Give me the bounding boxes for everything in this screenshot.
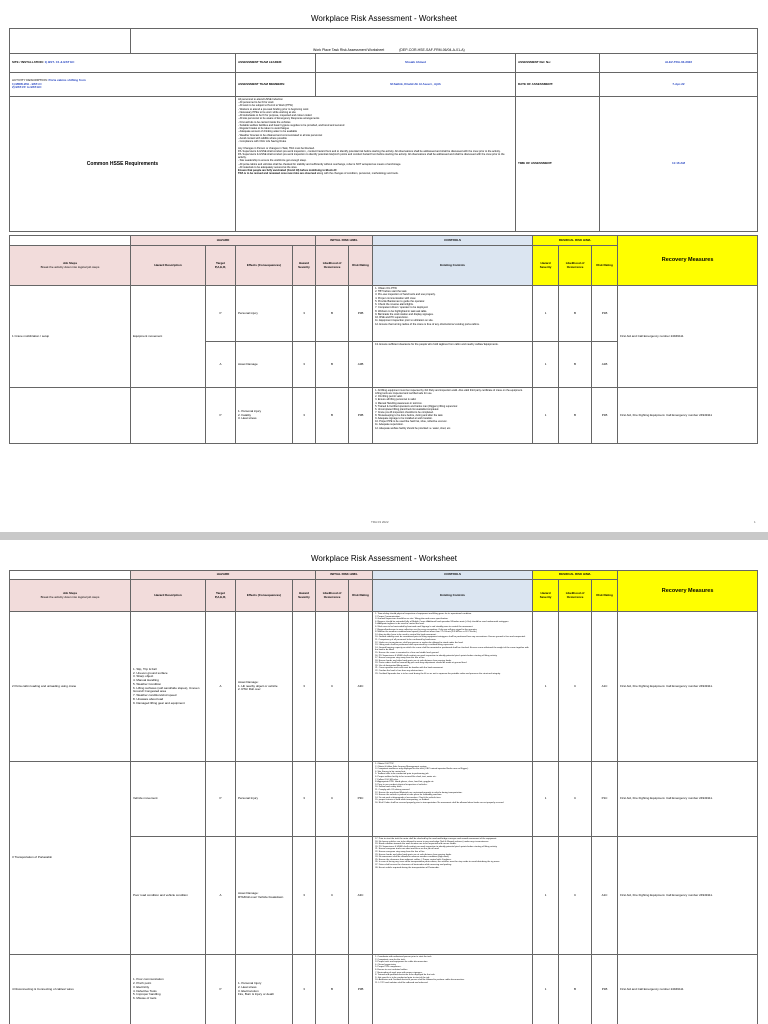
hazard-description-header: Hazard Description [131,580,206,612]
residual-likelihood-cell: C [559,612,592,762]
residual-likelihood-cell: B [559,286,592,342]
residual-severity-cell: 1 [533,342,559,388]
table-row [10,955,758,1024]
page-number: 1 [754,520,756,524]
risk-cell: A3C [349,612,373,762]
existing-controls-header: Existing Controls [373,580,533,612]
controls-cell: 17. Prior to start the task the route shall be checked by the road and bridge surveyor and smooth movement of the equipment. 18. No heavy vehicles are to be allowed to move to any road edge (Soft & Sloped surfaces) under any circumstances. 19. Road condition towards the work location are to be inspected and ensure stable. 20. P/L Supervisors & HSSE shall conduct pre-work inspection to identify potential pinch points before starting of lifting activity. 21. Ensure everyone trucks are dent and focus on the job at hand. 22. Ensure everyone stay away from the line of fire. 23. Ensure hands and other body parts are at safe distance from moving loads. 24. No movement shall be allowed in adverse weather condition (High wind). 25. Ensure the clearance from adjacent cables. ( Proper control with 4 taglines. 26. In case of facing any issue while transportation porta cabins, the vehicles must be stop aside to avoid disturbing the rig move. 27. Driver shall ensure the clearance of barricades while reversing and parking. 28. Escort vehicle required during the transportation of Portacabin. [373,837,533,955]
hazard-cell: 1. Slip, Trip & Fall 2. Uneven ground surface 3. Sharp object 4. Manual Handling 5. Weather Condition 6. Lifting surfaces (soft sand/side slopes), Uneven Ground/ Congested area 7. Weather condition/wind speed 8. Unaware about load 9. Damaged lifting gear and equipment [131,612,206,762]
severity-cell: 3 [293,762,316,837]
initial-risk-header: INITIAL RISK H/M/L [316,236,373,246]
controls-header: CONTROLS [373,236,533,246]
job-step-cell: 1 Crane mobilization / setup [10,286,131,388]
site-value: 1) BST- C1 & BST EC [44,60,75,65]
risk-cell: A3B [349,342,373,388]
residual-severity-header: Hazard Severity [533,246,559,286]
job-step-cell: 4 Disconnecting & Connecting of cables/ wires [10,955,131,1024]
likelihood-cell: C [316,762,349,837]
job-step-cell: 3 Transportation of Portacabin [10,762,131,955]
target-header: Target P,A,E,R, [206,246,236,286]
hazard-description-header: Hazard Description [131,246,206,286]
doc-title-page-2: Workplace Risk Assessment - Worksheet [311,554,457,563]
severity-cell: 3 [293,388,316,444]
likelihood-header: Likelihood of Occurrence [316,246,349,286]
residual-risk-header: RESIDUAL RISK H/M/L [533,236,618,246]
severity-cell: 3 [293,612,316,762]
worksheet-subtitle-cell [131,29,758,54]
target-header: Target P,A,E,R, [206,580,236,612]
risk-cell: P3C [349,762,373,837]
likelihood-cell: B [316,286,349,342]
common-hsse-requirements [236,97,516,232]
effects-cell: Asset Damage [236,342,293,388]
job-steps-subtitle: Break the activity down into logical job steps [40,264,100,269]
residual-severity-cell: 1 [533,837,559,955]
severity-cell: 3 [293,955,316,1024]
hazard-header: HAZARD [131,236,316,246]
likelihood-cell: B [316,388,349,444]
activity-label: ACTIVITY DESCRIPTION: [12,77,48,82]
doc-code: (DEP-COR-HSE-SAF-FRM-06/04-A-01-A) [399,47,465,52]
likelihood-header: Likelihood of Occurrence [316,580,349,612]
residual-risk-rating-header: Risk Rating [592,246,618,286]
severity-header: Hazard Severity [293,580,316,612]
residual-severity-cell: 1 [533,612,559,762]
risk-rating-header: Risk Rating [349,246,373,286]
residual-severity-cell: 1 [533,955,559,1024]
residual-risk-cell: A1C [592,837,618,955]
footer-date: TRA 03 2022 [371,520,389,524]
risk-rating-header: Risk Rating [349,580,373,612]
time-value: 11:16 AM [600,97,758,232]
residual-risk-header: RESIDUAL RISK H/M/L [533,571,618,580]
common-hsse-label: Common HSSE Requirements [10,97,236,232]
date-label: DATE OF ASSESSMENT: [516,73,600,97]
controls-cell: 1. Coordinate with authorized person prior to start the task. 2. Competent crew for the task. 3. Proper tools and equipment for cable disconnection 4. Closed supervision 5. Proper PPE compliance. 6. Ensure to use insulated cables. 7. Barricading of work area with proper signages. 8. Trained and qualified electrician to be deployed for the task. 9. Job specific is to be conducted prior to start of the job. 10. Authorize and Certified electrical person shall be allowed to perform cable disconnection. 11. LOTO and isolation shall be adhered and enforced. [373,955,533,1024]
effects-cell: 1. Personal Injury 2. Heat stress 3. Electrocution Fire, Burn & Injury or death [236,955,293,1024]
recovery-cell: First Aid and Call Emergency number 24949111 [618,955,758,1024]
tra-revision-note: TRA is to be revised and reviewed once new risks are observed [238,172,317,176]
target-cell: P [206,388,236,444]
recovery-measures-header: Recovery Measures [618,571,758,612]
existing-controls-header: Existing Controls [373,246,533,286]
job-steps-header [10,580,131,612]
likelihood-cell: C [316,837,349,955]
residual-severity-header: Hazard Severity [533,580,559,612]
job-steps-subtitle: Break the activity down into logical job steps [40,594,100,599]
table-row [10,388,758,444]
controls-cell: 1. All lifting equipment must be inspected by 3rd Party and inspection valid. Also valid third party certificate of crane on the equipment. Lifting tools are inspected and certified safe for use. 2. OG lifting permit valid. 3. Ensure all lifting personnel is valid. 4. Manual Handling awareness in tool-box. 5. Trained & Certified operators and banks man (Riggers) lifting supervisor. 6. Uncompleted lifting plan/check list available/completed. 7. Crane pre-lift inspection checklist to be completed. 8. Housekeeping to be done before, during and after the task. 9. Adequate signage to be installed at work location. 10. Proper PPE to be used like hard hat, shoe, reflective vest etc. 11. Adequate supervision. 12. Adequate welfare facility should be provided i.e. water, shed, etc. [373,388,533,444]
doc-title: Workplace Risk Assessment - Worksheet [311,14,457,23]
risk-table-page-1 [9,235,758,444]
residual-likelihood-cell: B [559,388,592,444]
severity-header: Hazard Severity [293,246,316,286]
activity-cell [10,73,236,97]
members-value: M.Sathik, Khalid Ali Al Aseeri , Ajith [316,73,516,97]
initial-risk-header: INITIAL RISK H/M/L [316,571,373,580]
controls-cell: 1. Time-of-day should physical inspection of equipment and lifting gears for its operational condition. 2. Proper Communication. 3. Ground Supervisor should be on site / lifting plan and crane specification. 4. Riggers should be extended fully of Mobile Crane. Additional load spreader/ Wooden mats (>2m) should be used underneath outriggers. 5. Adequate taglines to be used to control the load. 6. Work area to be barricaded by barricade and Signage's and standby man to control the movement. 7. Riggers/banksman to wear reflective vest for easy recognition. Only one will give signal to the operator. 8. Monitor the weather condition/wind speed (should not more than 17.4 Knots (8.9 M/Sec or 32.2 Km/hr) 9. Lifting tackles have to be used to control the load movement. 10. Ground stability must be considered prior to lifting equipment outriggers shall be positioned free any excavations. Ensure ground is firm and compacted. 11. Competency of all personnel to be confirmed by banksman. 12. Under no circumstances shall any person or worker be allowed to stand under the load. 13. Lifting work shall be performed and supervised by a certified lifting supervisor. 14. Ground bearing capacity on which the crane shall be mounted or positioned shall be checked. Ensure crane withstand the weight of the crane together with the load to be lifted. 15. Ensure the crane is mounted in a firm and stable level ground. 16. P/L Supervisors & HSSE shall conduct pre-work inspection to identify potential pinch points before starting of lifting activity. 17. Ensure everyone stay away from the line of fire. 18. Ensure hands and other body parts are at safe distance from moving loads. 19. Porta cabins shall be lowered by pick and drag adjustment should be made at ground level. 20. Use of designated lifting points. 21. Crane operator and crew must be familiar with the load movement. 22. Confirm the load is free from any obstructions. 23. Certified Spreader bar is to be used during the lift so as not to squeeze the portable cabin and preserve the structural integrity. [373,612,533,762]
target-cell: A [206,342,236,388]
common-hsse-text: All personnel to attend HSSE Induction - All personnel to be fit for work - All work to be subject to Permit to Work (PTW) - Workers to attend a pre-task briefing prior to beginning work - Necessary PPEs to be worn while working at site - All tools/tasks to be fit for purpose, inspected and colour coded - All site personnel to be aware of Emergency Response arrangements - First aid kits to be carried inside the vehicles - Suitable welfare facilities and basic hygiene supplies to be provided, anchored and secured - Regular breaks to be taken to avoid fatigue - Adequate amount of drinking water to be available - Weather forecast to be obtained and communicated to all site personnel - Avoid contact with wildlife where possible - Compliance with OGU Life Saving Rules Any Changes in Person or changes in Task, TRA must be Revised. P/L Supervisors & HSSE shall conduct pre-work inspection , conduct hazard hunt and to identify potential risk before starting the activity. All observations shall be addressed and shall be discussed with the crew prior to the activity. P/L Supervisors & HSSE shall conduct pre-work inspection to identify potential risk/pinch points and conduct hazard hunt before starting the activity. All observations shall be addressed and shall be discussed with the crew prior to the activity. - Site Leadership to ensure the workforce get enough sleep. - All porta cabins and vehicles shall be checked for stability and sufficiently without overhangs, rebar is NOT accepted as means of anchorage. - All materials to be adequately secured at the sites. [238,98,505,169]
job-step-cell: 2 Porta cabin loading and unloading using crane [10,612,131,762]
table-row [10,286,758,342]
residual-severity-cell: 1 [533,388,559,444]
site-cell [10,54,236,73]
likelihood-cell: B [316,342,349,388]
effects-header: Effects (Consequences) [236,580,293,612]
target-cell: A [206,612,236,762]
residual-likelihood-cell: B [559,342,592,388]
effects-cell: 1. Personal injury 2. Fatality 3. Heat stress [236,388,293,444]
assessment-info-table [9,28,758,232]
recovery-measures-header: Recovery Measures [618,236,758,286]
effects-header: Effects (Consequences) [236,246,293,286]
controls-cell: 1. Obtain OG PTW 2. TBT before start the task. 3. Pre-use inspection of hand tools and use properly. 4. Proper communication with crew. 5. Provide Banksman to guide the operator. 6. Check the reverse alarm/lights. 7. Competent driver / operator to be deployed. 8. Workers to be highlighted in task ask talks. 9. Barricade the work station and display signages. 10. RSE and PK supervision. 11. Equipment inspection prior to utilization on site. 12. Ensure that turning radius of the crane is free of any obstructions/ existing porta cabins. [373,286,533,342]
residual-risk-cell: P1C [592,762,618,837]
ref-label: ASSESSMENT Ref. No: [516,54,600,73]
likelihood-cell: C [316,612,349,762]
job-steps-title: Job Steps [62,590,78,595]
target-cell: P [206,286,236,342]
target-cell: A [206,837,236,955]
effects-cell: Personal injury [236,286,293,342]
residual-risk-cell: A1B [592,342,618,388]
residual-risk-cell: P1B [592,955,618,1024]
target-cell: P [206,762,236,837]
residual-risk-cell: P1B [592,286,618,342]
residual-likelihood-header: Likelihood of Occurrence [559,246,592,286]
recovery-cell: First Aid, Fire Fighting Equipment. Call Emergency number 24949111. [618,837,758,955]
job-steps-header [10,246,131,286]
residual-likelihood-header: Likelihood of Occurrence [559,580,592,612]
severity-cell: 3 [293,342,316,388]
ref-value: ALEZ-TRA-03-2022 [600,54,758,73]
residual-likelihood-cell: B [559,955,592,1024]
residual-severity-cell: 1 [533,762,559,837]
tra-revision-tail: along with the changes of condition, personnel, methodology and tools. [316,172,399,176]
table-row [10,762,758,837]
effects-cell: Personal Injury [236,762,293,837]
vaccination-note: Ensure that people are fully vaccinated (Covid 19) before mobilising to Block-40 [238,169,337,173]
page-2 [0,540,768,1024]
likelihood-cell: B [316,955,349,1024]
residual-risk-rating-header: Risk Rating [592,580,618,612]
worksheet-subtitle: Work Place Task Risk Assessment Worksheet [313,47,385,52]
team-leader-label: ASSESSMENT TEAM LEADER: [236,54,316,73]
hazard-cell: Poor road condition and vehicle condition [131,837,206,955]
hazard-cell: Equipment movement [131,286,206,388]
severity-cell: 3 [293,286,316,342]
date-value: 7-Apr-22 [600,73,758,97]
hazard-header: HAZARD [131,571,316,580]
table-row [10,612,758,762]
members-label: ASSESSMENT TEAM MEMBERS: [236,73,316,97]
risk-cell: P3B [349,388,373,444]
effects-cell: Asset Damage: 1. Hit nearby object or vehicle 2. RTA/ Roll over [236,612,293,762]
residual-risk-cell: A1C [592,612,618,762]
risk-cell: A3C [349,837,373,955]
severity-cell: 3 [293,837,316,955]
risk-cell: P3B [349,286,373,342]
risk-cell: P3B [349,955,373,1024]
effects-cell: Asset Damage: RTA/Roll over/ Vehicle breakdown [236,837,293,955]
time-label: TIME OF ASSESSMENT: [516,97,600,232]
activity-value: Porta cabins shifting from 1) MDW-WH - BST-CI 2) BST-FF to BST-EC [12,77,86,90]
residual-likelihood-cell: C [559,762,592,837]
target-cell: P [206,955,236,1024]
controls-cell: 13. Ensure sufficient clearance for the people who hold taglines from cabin and nearby cables/ Equipments. [373,342,533,388]
residual-likelihood-cell: C [559,837,592,955]
recovery-cell: First Aid, Fire Fighting Equipment. Call Emergency number 24949111 [618,388,758,444]
site-label: SITE / INSTALLATION: [12,60,44,65]
residual-risk-cell: P1B [592,388,618,444]
recovery-cell: First Aid, Fire Fighting Equipment. Call Emergency number 24949111. [618,762,758,837]
hazard-cell: Vehicle movement [131,762,206,837]
residual-severity-cell: 1 [533,286,559,342]
risk-table-page-2 [9,570,758,1024]
controls-cell: 1. Obtain OG PTW 2. Obtain & follow Safe Journey Management system 3. Competent workforce only deployed for the task (OEC trained operator Banks man or Rigger). 4. Site Survey to be carried out. 5. Toolbox talks to be conducted prior to performing job. 6. Proper welfare facility to be insured like shed, tent, water etc. 7. Follow OG LSR rules. 8. Appropriate PPE. Hand gloves, shoe, hard hat, goggle etc. 9. Prior to use conduct physical inspection of vehicles. 10. Follow land safety rules 11. Comply with OG driving manual. 12. Ensure the machines/Materials are restrained properly in vehicle during transportation. 13. Ensure the vehicle is parked at safe place for unloading machine. 14. Do not park at downgrade of excavation. Check the vehicle tires. 15. proper restrain of load while transporting, as flatbed. 16. Risk/ Cabin shall be secured properly prior to transportation. No movement shall be allowed when loads are not properly secured. [373,762,533,837]
recovery-cell: First Aid, Fire Fighting Equipment. Call Emergency number 24949111. [618,612,758,762]
job-steps-title: Job Steps [62,260,78,265]
hazard-cell: 1. Poor communication 2. Pinch point 3. Electricity 4. Defective Tools 5. Improper handling 6. Misuse of tools [131,955,206,1024]
recovery-cell: First Aid and Call Emergency number 24949111 [618,286,758,388]
controls-header: CONTROLS [373,571,533,580]
team-leader-value: Shoaib Ahmed [316,54,516,73]
